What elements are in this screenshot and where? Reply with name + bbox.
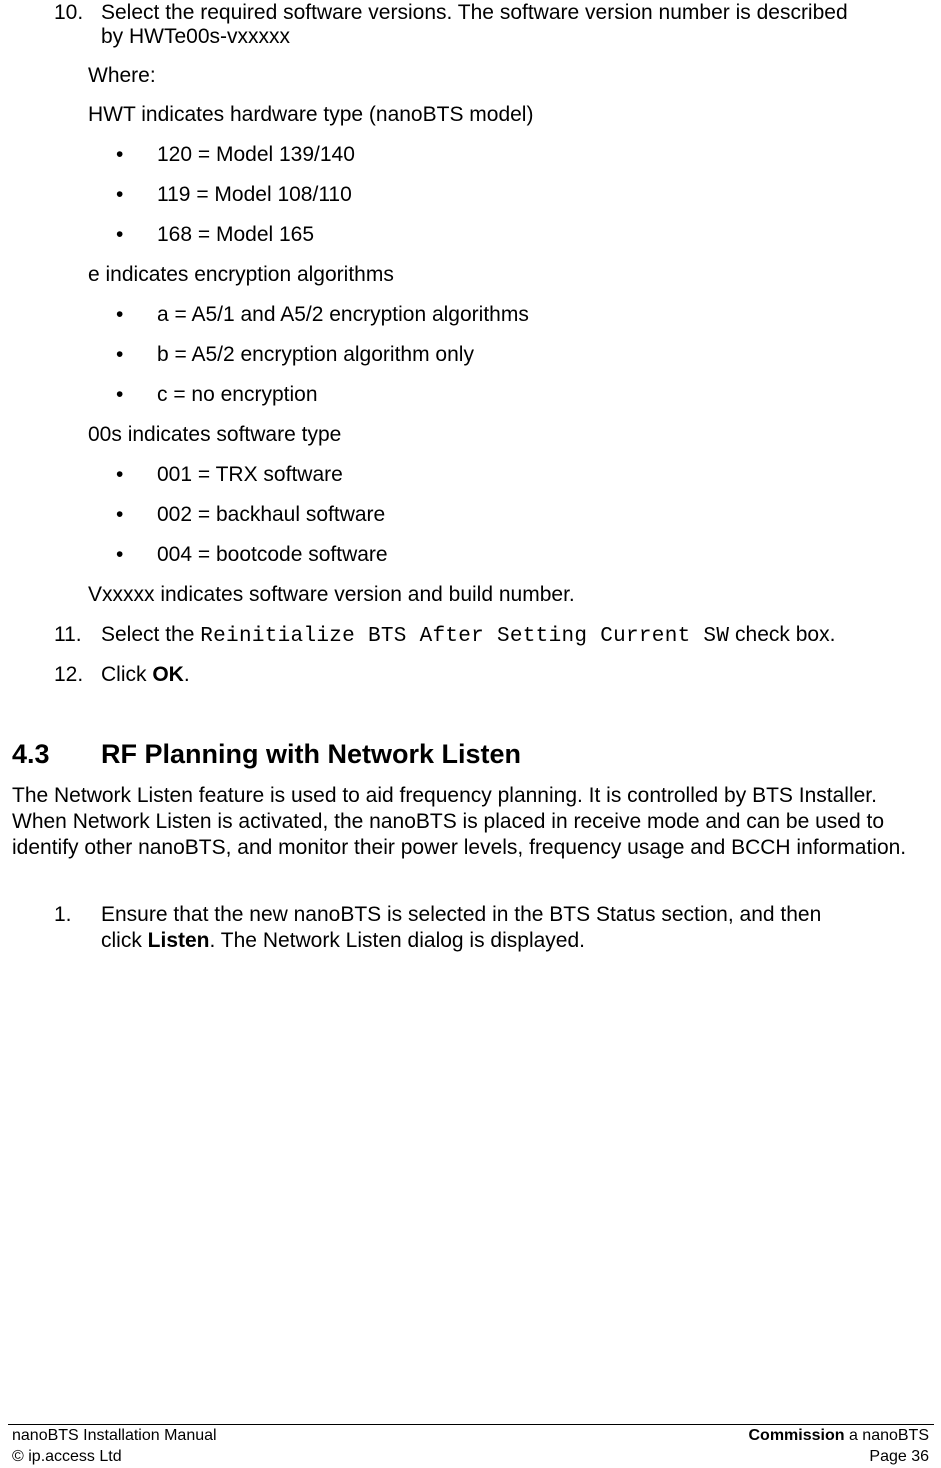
footer-page-number: Page 36	[869, 1448, 929, 1465]
body-paragraph: The Network Listen feature is used to aid frequency planning. It is controlled by BTS Installer. When Network Listen is activated, the nanoBTS is placed in receive mode and can be used to identify other nanoBTS, and monitor their power levels, frequency usage and BCCH information.	[12, 784, 907, 859]
bullet-icon: •	[116, 463, 124, 486]
step-12-pre: Click	[101, 663, 153, 686]
bullet-icon: •	[116, 383, 124, 406]
footer-divider	[8, 1424, 934, 1425]
ok-label: OK	[152, 663, 184, 686]
step-11-number: 11.	[54, 623, 82, 646]
footer-section	[748, 1426, 929, 1446]
step-1-pre: click	[101, 929, 148, 952]
step-10-line-2: by HWTe00s-vxxxxx	[101, 25, 291, 48]
section-title: RF Planning with Network Listen	[101, 739, 522, 769]
step-12-post: .	[183, 663, 190, 686]
bullet-icon: •	[116, 303, 124, 326]
bullet-icon: •	[116, 503, 124, 526]
step-12-text	[101, 662, 190, 688]
footer-section-bold: Commission	[748, 1427, 845, 1444]
step-10-number: 10.	[54, 1, 84, 24]
step-1-line-2	[101, 928, 585, 954]
bullet-icon: •	[116, 223, 124, 246]
bullet-icon: •	[116, 343, 124, 366]
bullet-icon: •	[116, 183, 124, 206]
footer-section-rest: a nanoBTS	[844, 1427, 929, 1444]
hwt-intro: HWT indicates hardware type (nanoBTS model)	[88, 103, 534, 126]
sw-item: 002 = backhaul software	[157, 503, 386, 526]
footer-manual-title: nanoBTS Installation Manual	[12, 1427, 217, 1444]
hwt-item: 119 = Model 108/110	[157, 183, 352, 206]
vxxxxx-note: Vxxxxx indicates software version and build number.	[88, 583, 575, 606]
enc-item: b = A5/2 encryption algorithm only	[157, 343, 474, 366]
step-11-text	[101, 622, 835, 650]
hwt-item: 168 = Model 165	[157, 223, 315, 246]
bullet-icon: •	[116, 143, 124, 166]
footer-copyright: © ip.access Ltd	[12, 1448, 122, 1465]
step-12-number: 12.	[54, 663, 84, 686]
where-label: Where:	[88, 64, 156, 87]
code-checkbox-name: Reinitialize BTS After Setting Current SW	[200, 625, 730, 648]
sw-item: 001 = TRX software	[157, 463, 343, 486]
step-10-line-1: Select the required software versions. The software version number is described	[101, 1, 848, 24]
step-11-pre: Select the	[101, 623, 201, 646]
enc-item: c = no encryption	[157, 383, 318, 406]
section-number: 4.3	[12, 739, 50, 769]
step-1-post: . The Network Listen dialog is displayed.	[209, 929, 585, 952]
step-1-line-1: Ensure that the new nanoBTS is selected in the BTS Status section, and then	[101, 903, 822, 926]
sw-intro: 00s indicates software type	[88, 423, 342, 446]
bullet-icon: •	[116, 543, 124, 566]
listen-label: Listen	[147, 929, 210, 952]
enc-item: a = A5/1 and A5/2 encryption algorithms	[157, 303, 529, 326]
step-1-number: 1.	[54, 903, 72, 926]
step-11-post: check box.	[729, 623, 836, 646]
hwt-item: 120 = Model 139/140	[157, 143, 355, 166]
sw-item: 004 = bootcode software	[157, 543, 388, 566]
enc-intro: e indicates encryption algorithms	[88, 263, 394, 286]
